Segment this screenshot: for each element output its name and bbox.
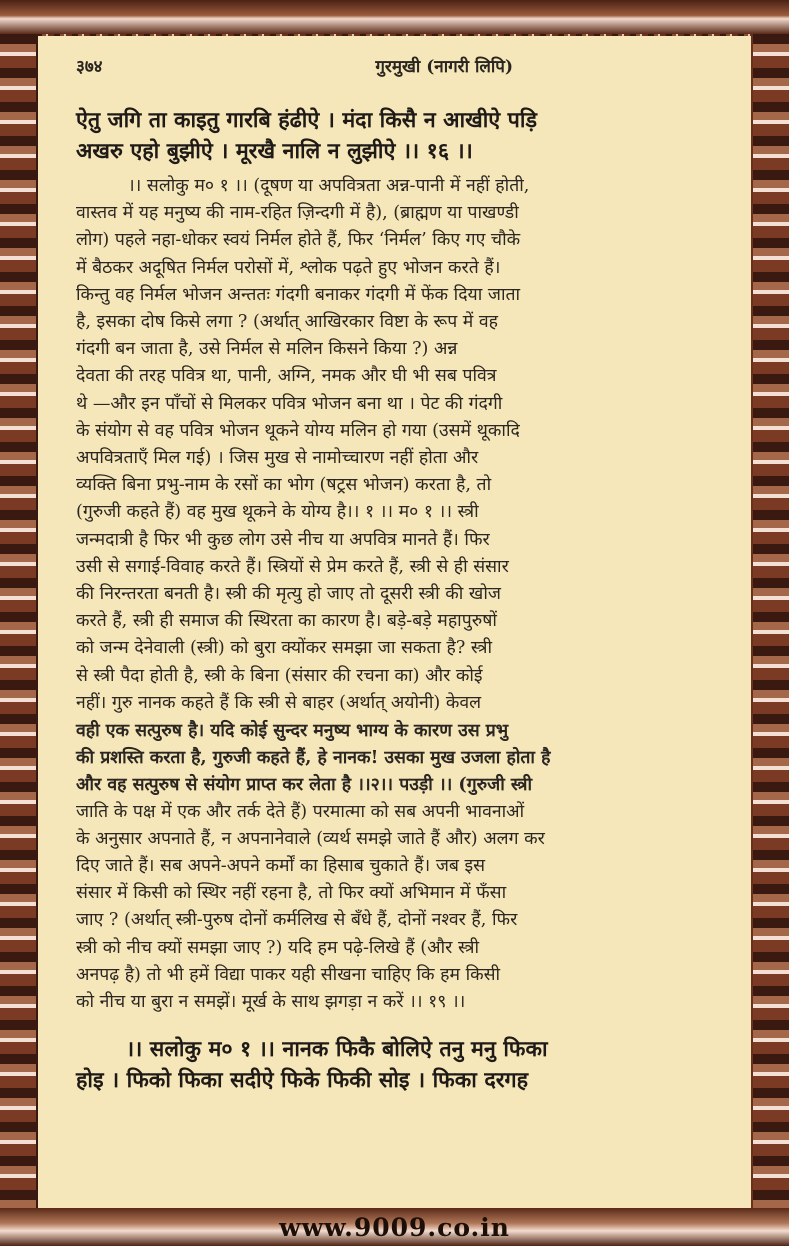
commentary-line: वही एक सत्पुरुष है। यदि कोई सुन्दर मनुष्य भाग्य के कारण उस प्रभु [76,720,509,742]
commentary-text [76,173,723,1016]
commentary-line: दिए जाते हैं। सब अपने-अपने कर्मों का हिसाब चुकाते हैं। जब इस [76,856,486,877]
commentary-line: के संयोग से वह पवित्र भोजन थूकने योग्य मलिन हो गया (उसमें थूकादि [76,420,520,441]
commentary-line: ।। सलोकु म० १ ।। (दूषण या अपवित्रता अन्न-पानी में नहीं होती, [128,176,530,196]
commentary-line: थे —और इन पाँचों से मिलकर पवित्र भोजन बना था । पेट की गंदगी [76,393,503,414]
commentary-line: देवता की तरह पवित्र था, पानी, अग्नि, नमक और घी भी सब पवित्र [76,366,497,387]
commentary-line: किन्तु वह निर्मल भोजन अन्ततः गंदगी बनाकर गंदगी में फेंक दिया जाता [76,284,521,305]
commentary-line: से स्त्री पैदा होती है, स्त्री के बिना (संसार की रचना का) और कोई [76,665,483,686]
commentary-line: गंदगी बन जाता है, उसे निर्मल से मलिन किसने किया ?) अन्न [76,339,458,360]
border-left [0,0,36,1246]
border-right [753,0,789,1246]
border-top [0,0,789,34]
commentary-line: जन्मदात्री है फिर भी कुछ लोग उसे नीच या अपवित्र मानते हैं। फिर [76,529,490,550]
commentary-line: अपवित्रताएँ मिल गई) । जिस मुख से नामोच्चारण नहीं होता और [76,448,479,469]
verse-line: ।। सलोकु म० १ ।। नानक फिकै बोलिऐ तनु मनु फिका [126,1037,548,1063]
page-number: ३७४ [76,57,103,77]
verse-line: अखरु एहो बुझीऐ । मूरखै नालि न लुझीऐ ।। १६ ।। [76,139,473,164]
scripture-page [38,36,751,1208]
commentary-line: स्त्री को नीच क्यों समझा जाए ?) यदि हम पढ़े-लिखे हैं (और स्त्री [76,937,480,958]
page-header [76,54,723,77]
commentary-line: अनपढ़ है) तो भी हमें विद्या पाकर यही सीखना चाहिए कि हम किसी [76,964,501,985]
commentary-line: करते हैं, स्त्री ही समाज की स्थिरता का कारण है। बड़े-बड़े महापुरुषों [76,611,497,632]
commentary-line: और वह सत्पुरुष से संयोग प्राप्त कर लेता है ।।२।। पउड़ी ।। (गुरुजी स्त्री [76,774,533,796]
commentary-line: व्यक्ति बिना प्रभु-नाम के रसों का भोग (षट्रस भोजन) करता है, तो [76,475,492,496]
commentary-line: वास्तव में यह मनुष्य की नाम-रहित ज़िन्दगी में है), (ब्राह्मण या पाखण्डी [76,203,519,224]
gurbani-verse-bottom [76,1034,723,1096]
page-title: गुरमुखी (नागरी लिपि) [375,57,513,77]
commentary-line: नहीं। गुरु नानक कहते हैं कि स्त्री से बाहर (अर्थात् अयोनी) केवल [76,692,482,713]
commentary-line: को जन्म देनेवाली (स्त्री) को बुरा क्योंकर समझा जा सकता है? स्त्री [76,638,493,659]
verse-line: ऐतु जगि ता काइतु गारबि हंढीऐ । मंदा किसै न आखीऐ पड़ि [76,108,537,133]
commentary-line: जाति के पक्ष में एक और तर्क देते हैं) परमात्मा को सब अपनी भावनाओं [76,801,525,822]
commentary-line: संसार में किसी को स्थिर नहीं रहना है, तो फिर क्यों अभिमान में फँसा [76,883,507,904]
website-footer: www.9009.co.in [279,1213,510,1242]
commentary-line: की प्रशस्ति करता है, गुरुजी कहते हैं, हे नानक! उसका मुख उजला होता है [76,747,551,769]
commentary-line: है, इसका दोष किसे लगा ? (अर्थात् आखिरकार विष्टा के रूप में वह [76,312,499,333]
commentary-line: को नीच या बुरा न समझें। मूर्ख के साथ झगड़ा न करें ।। १९ ।। [76,992,466,1013]
commentary-line: के अनुसार अपनाते हैं, न अपनानेवाले (व्यर्थ समझे जाते हैं और) अलग कर [76,828,545,849]
commentary-line: जाए ? (अर्थात् स्त्री-पुरुष दोनों कर्मलिख से बँधे हैं, दोनों नश्वर हैं, फिर [76,910,518,931]
verse-line: होइ । फिको फिका सदीऐ फिके फिकी सोइ । फिका दरगह [76,1068,529,1094]
commentary-line: में बैठकर अदूषित निर्मल परोसों में, श्लोक पढ़ते हुए भोजन करते हैं। [76,257,501,278]
commentary-line: की निरन्तरता बनती है। स्त्री की मृत्यु हो जाए तो दूसरी स्त्री की खोज [76,584,501,605]
commentary-line: उसी से सगाई-विवाह करते हैं। स्त्रियों से प्रेम करते हैं, स्त्री से ही संसार [76,556,509,577]
commentary-line: (गुरुजी कहते हैं) वह मुख थूकने के योग्य है।। १ ।। म० १ ।। स्त्री [76,502,479,523]
gurbani-verse-top [76,105,723,167]
commentary-line: लोग) पहले नहा-धोकर स्वयं निर्मल होते हैं, फिर ‘निर्मल’ किए गए चौके [76,230,521,251]
